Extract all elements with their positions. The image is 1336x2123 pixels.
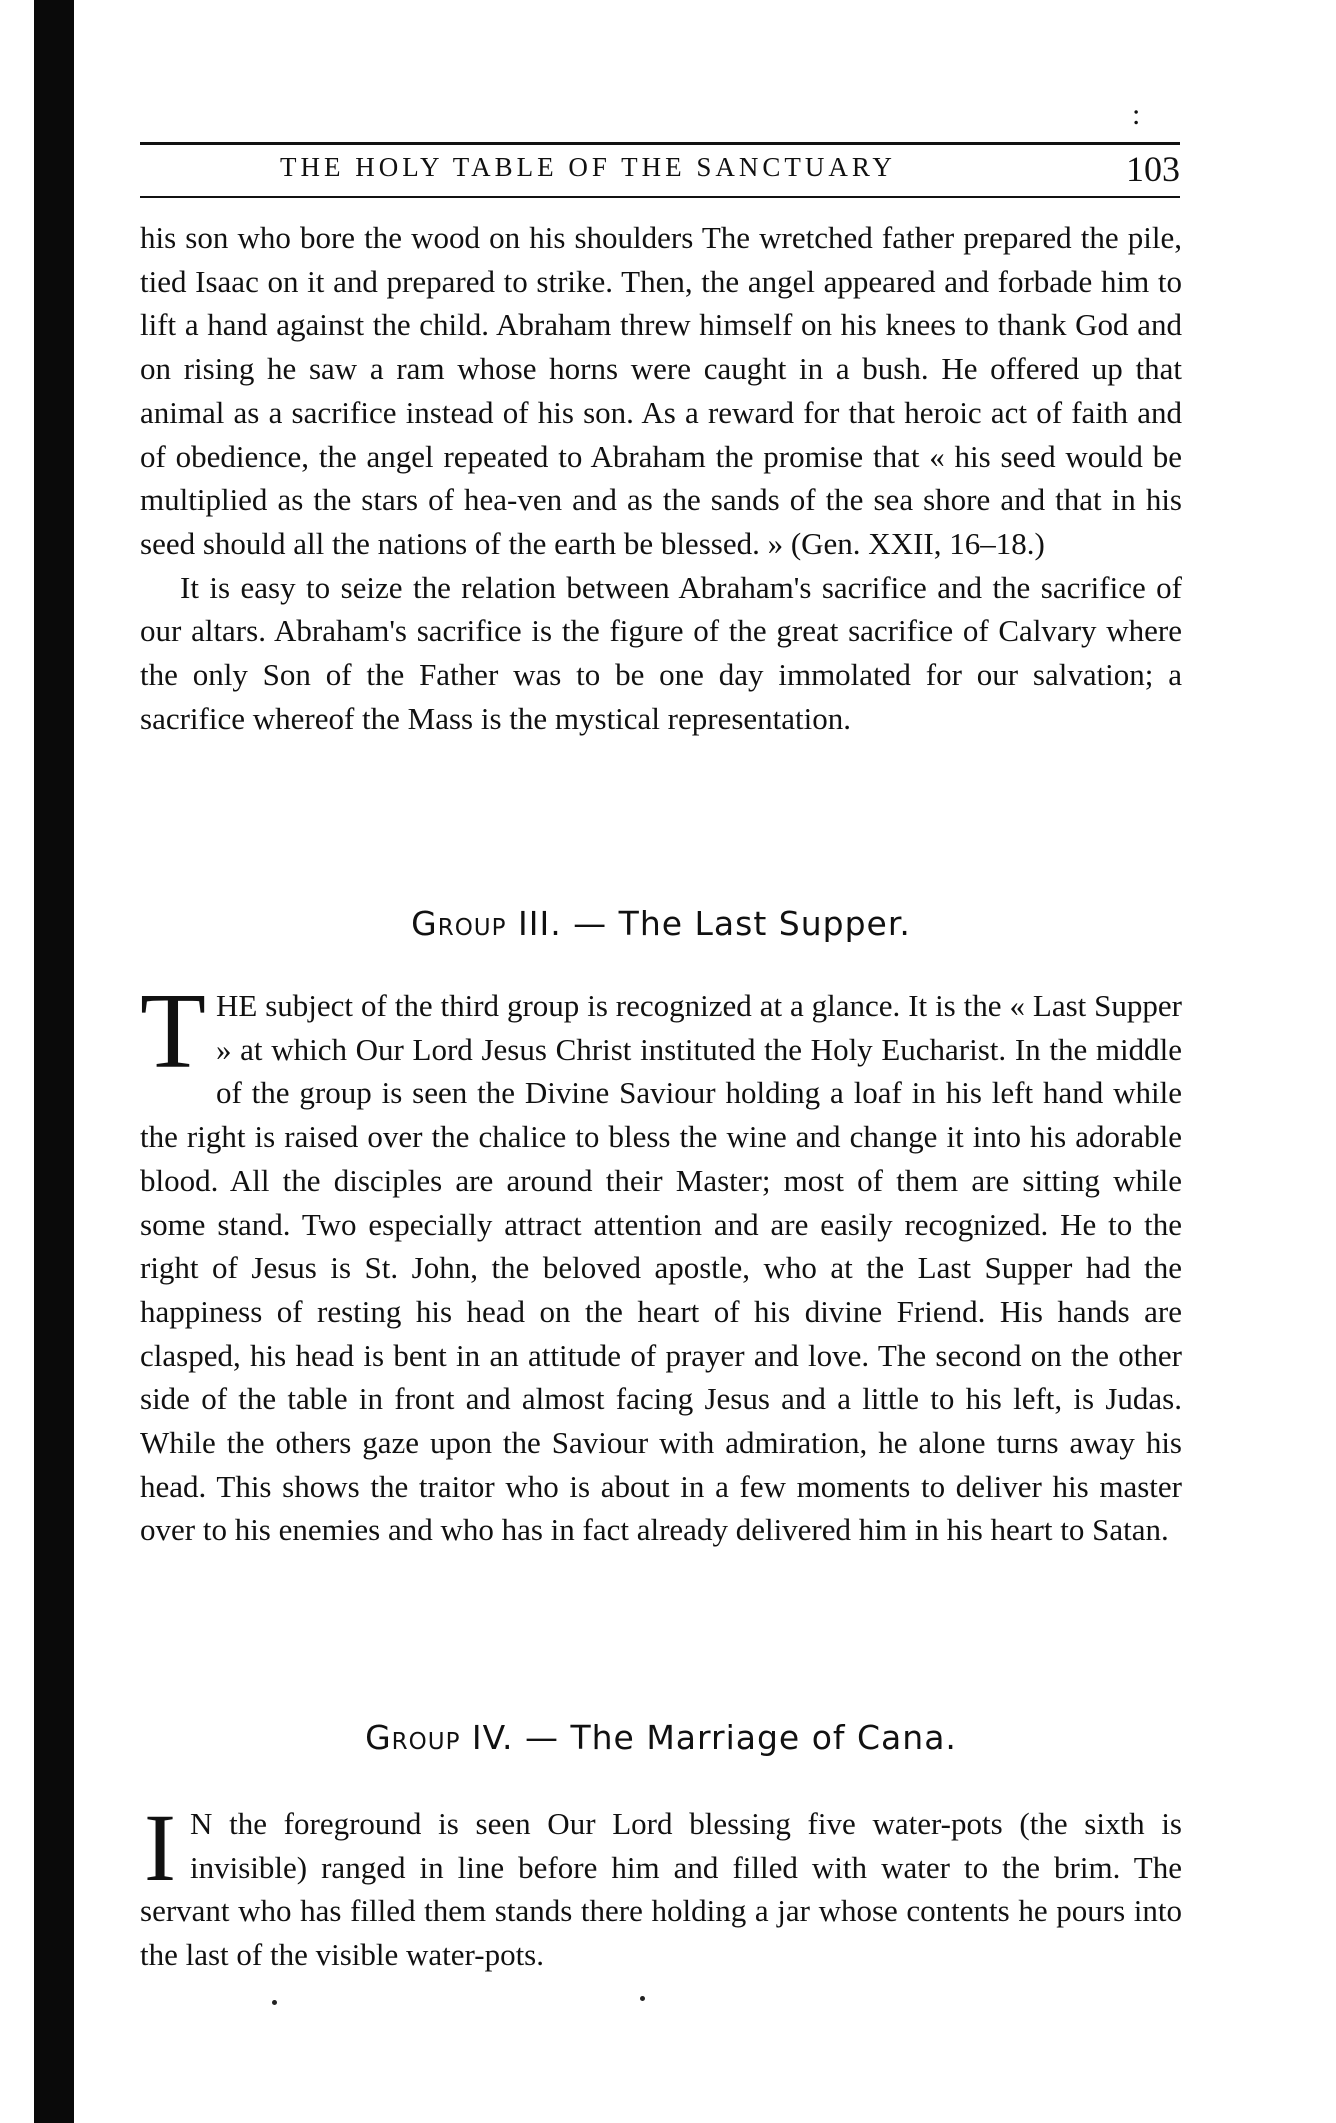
group-3-heading bbox=[140, 904, 1182, 943]
group-3-title: The Last Supper. bbox=[618, 904, 911, 943]
top-mark: : bbox=[1132, 98, 1141, 131]
group-3-body: subject of the third group is recognized at a glance. It is the « Last Supper » at which Our Lord Jesus Christ instituted the Holy Eucharist. In the middle of the group is seen the Divine Saviour holding a loaf in his left hand while the right is raised over the chalice to bless the wine and change it into his adorable blood. All the disciples are around their Master; most of them are sitting while some stand. Two especially attract attention and are easily recognized. He to the right of Jesus is St. John, the beloved apostle, who at the Last Supper had the happiness of resting his head on the heart of his divine Friend. His hands are clasped, his head is bent in an attitude of prayer and love. The second on the other side of the table in front and almost facing Jesus and a little to his left, is Judas. While the others gaze upon the Saviour with admiration, he alone turns away his head. This shows the traitor who is about in a few moments to deliver his master over to his enemies and who has in fact already delivered him in his heart to Satan. bbox=[140, 988, 1182, 1548]
book-spine-shadow bbox=[34, 0, 74, 2123]
group-4-dash: — bbox=[513, 1718, 571, 1757]
header-rule-bottom bbox=[140, 196, 1180, 198]
group-4-section bbox=[140, 1794, 1182, 1977]
group-3-first-word: HE bbox=[215, 988, 258, 1023]
group-4-body: the foreground is seen Our Lord blessing five water-pots (the sixth is invisible) ranged in line before him and filled with water to the brim. The servant who has filled them stands there holding a jar whose contents he pours into the last of the visible water-pots. bbox=[140, 1806, 1182, 1973]
group-4-dropcap: I bbox=[144, 1794, 176, 1901]
running-head bbox=[140, 148, 1180, 192]
running-title: THE HOLY TABLE OF THE SANCTUARY bbox=[280, 152, 896, 182]
group-4-title: The Marriage of Cana. bbox=[570, 1718, 957, 1757]
group-4-heading bbox=[140, 1718, 1182, 1757]
page-number: 103 bbox=[1126, 149, 1180, 189]
paragraph-abraham: his son who bore the wood on his shoulders The wretched father prepared the pile, tied Isaac on it and prepared to strike. Then, the angel appeared and forbade him to lift a hand against the child. Abraham threw himself on his knees to thank God and on rising he saw a ram whose horns were caught in a bush. He offered up that animal as a sacrifice instead of his son. As a reward for that heroic act of faith and of obedience, the angel repeated to Abraham the promise that « his seed would be multiplied as the stars of hea-ven and as the sands of the sea shore and that in his seed should all the nations of the earth be blessed. » (Gen. XXII, 16–18.) bbox=[140, 220, 1182, 561]
group-3-dropcap: T bbox=[140, 972, 206, 1091]
speck-mark bbox=[640, 1996, 645, 2001]
group-4-label: Group IV. bbox=[365, 1718, 514, 1757]
group-4-paragraph bbox=[140, 1794, 1182, 1977]
group-3-paragraph bbox=[140, 972, 1182, 1552]
paragraph-relation: It is easy to seize the relation between Abraham's sacrifice and the sacrifice of our altars. Abraham's sacrifice is the figure of the great sacrifice of Calvary where the only Son of the Father was to be one day immolated for our salvation; a sacrifice whereof the Mass is the mystical representation. bbox=[140, 569, 1182, 736]
group-3-label: Group III. bbox=[411, 904, 562, 943]
header-rule-top bbox=[140, 142, 1180, 145]
speck-mark bbox=[272, 2000, 277, 2005]
group-3-section bbox=[140, 972, 1182, 1552]
group-3-dash: — bbox=[561, 904, 619, 943]
continuation-section bbox=[140, 216, 1182, 740]
group-4-first-word: N bbox=[189, 1806, 213, 1841]
